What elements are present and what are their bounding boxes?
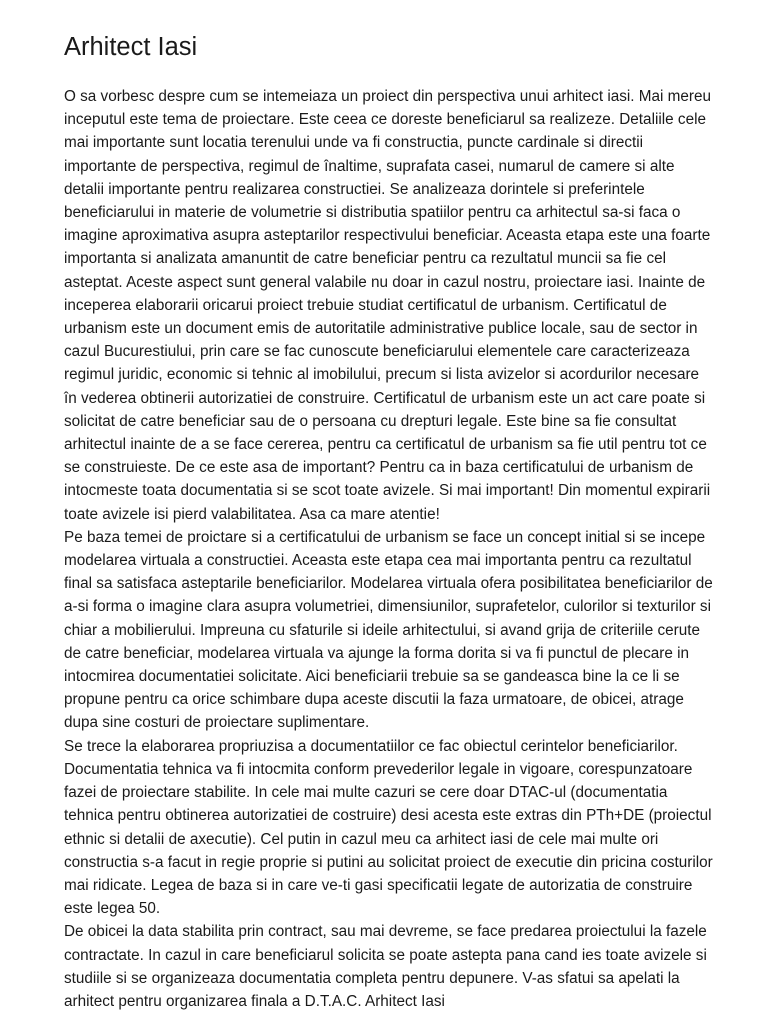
document-body	[64, 85, 714, 1013]
paragraph: Pe baza temei de proictare si a certificatului de urbanism se face un concept initial si se incepe modelarea virtuala a constructiei. Aceasta este etapa cea mai importanta pentru ca rezultatul final sa satisfaca asteptarile beneficiarilor. Modelarea virtuala ofera posibilitatea beneficiarilor de a-si forma o imagine clara asupra volumetriei, dimensiunilor, suprafetelor, culorilor si texturilor si chiar a mobilierului. Impreuna cu sfaturile si ideile arhitectului, si avand grija de criteriile cerute de catre beneficiar, modelarea virtuala va ajunge la forma dorita si va fi punctul de plecare in intocmirea documentatiei solicitate. Aici beneficiarii trebuie sa se gandeasca bine la ce li se propune pentru ca orice schimbare dupa aceste discutii la faza urmatoare, de obicei, atrage dupa sine costuri de proiectare suplimentare.	[64, 528, 713, 732]
paragraph: Se trece la elaborarea propriuzisa a documentatiilor ce fac obiectul cerintelor beneficiarilor. Documentatia tehnica va fi intocmita conform prevederilor legale in vigoare, corespunzatoare fazei de proiectare stabilite. In cele mai multe cazuri se cere doar DTAC-ul (documentatia tehnica pentru obtinerea autorizatiei de costruire) desi acesta este extras din PTh+DE (proiectul ethnic si detalii de axecutie). Cel putin in cazul meu ca arhitect iasi de cele mai multe ori constructia s-a facut in regie proprie si putini au solicitat proiect de executie din pricina costurilor mai ridicate. Legea de baza si in care ve-ti gasi specificatii legate de autorizatia de construire este legea 50.	[64, 737, 713, 918]
paragraph: De obicei la data stabilita prin contract, sau mai devreme, se face predarea proiectului la fazele contractate. In cazul in care beneficiarul solicita se poate astepta pana cand ies toate avizele si studiile si se organizeaza documentatia completa pentru depunere. V-as sfatui sa apelati la arhitect pentru organizarea finala a D.T.A.C. Arhitect Iasi	[64, 923, 707, 1010]
paragraph: O sa vorbesc despre cum se intemeiaza un proiect din perspectiva unui arhitect iasi. Mai mereu inceputul este tema de proiectare. Este ceea ce doreste beneficiarul sa realizeze. Detaliile cele mai importante sunt locatia terenului unde va fi constructia, puncte cardinale si directii importante de perspectiva, regimul de înaltime, suprafata casei, numarul de camere si alte detalii importante pentru realizarea constructiei. Se analizeaza dorintele si preferintele beneficiarului in materie de volumetrie si distributia spatiilor pentru ca arhitectul sa-si faca o imagine aproximativa asupra asteptarilor respectivului beneficiar. Aceasta etapa este una foarte importanta si analizata amanuntit de catre beneficiar pentru ca rezultatul muncii sa fie cel asteptat. Aceste aspect sunt general valabile nu doar in cazul nostru, proiectare iasi. Inainte de inceperea elaborarii oricarui proiect trebuie studiat certificatul de urbanism. Certificatul de urbanism este un document emis de autoritatile administrative publice locale, sau de sector in cazul Bucurestiului, prin care se fac cunoscute beneficiarului elementele care caracterizeaza regimul juridic, economic si tehnic al imobilului, precum si lista avizelor si acordurilor necesare în vederea obtinerii autorizatiei de construire. Certificatul de urbanism este un act care poate si solicitat de catre beneficiar sau de o persoana cu drepturi legale. Este bine sa fie consultat arhitectul inainte de a se face cererea, pentru ca certificatul de urbanism sa fie util pentru tot ce se construieste. De ce este asa de important? Pentru ca in baza certificatului de urbanism de intocmeste toata documentatia si se scot toate avizele. Si mai important! Din momentul expirarii toate avizele isi pierd valabilitatea. Asa ca mare atentie!	[64, 88, 712, 523]
document-title: Arhitect Iasi	[64, 33, 198, 61]
